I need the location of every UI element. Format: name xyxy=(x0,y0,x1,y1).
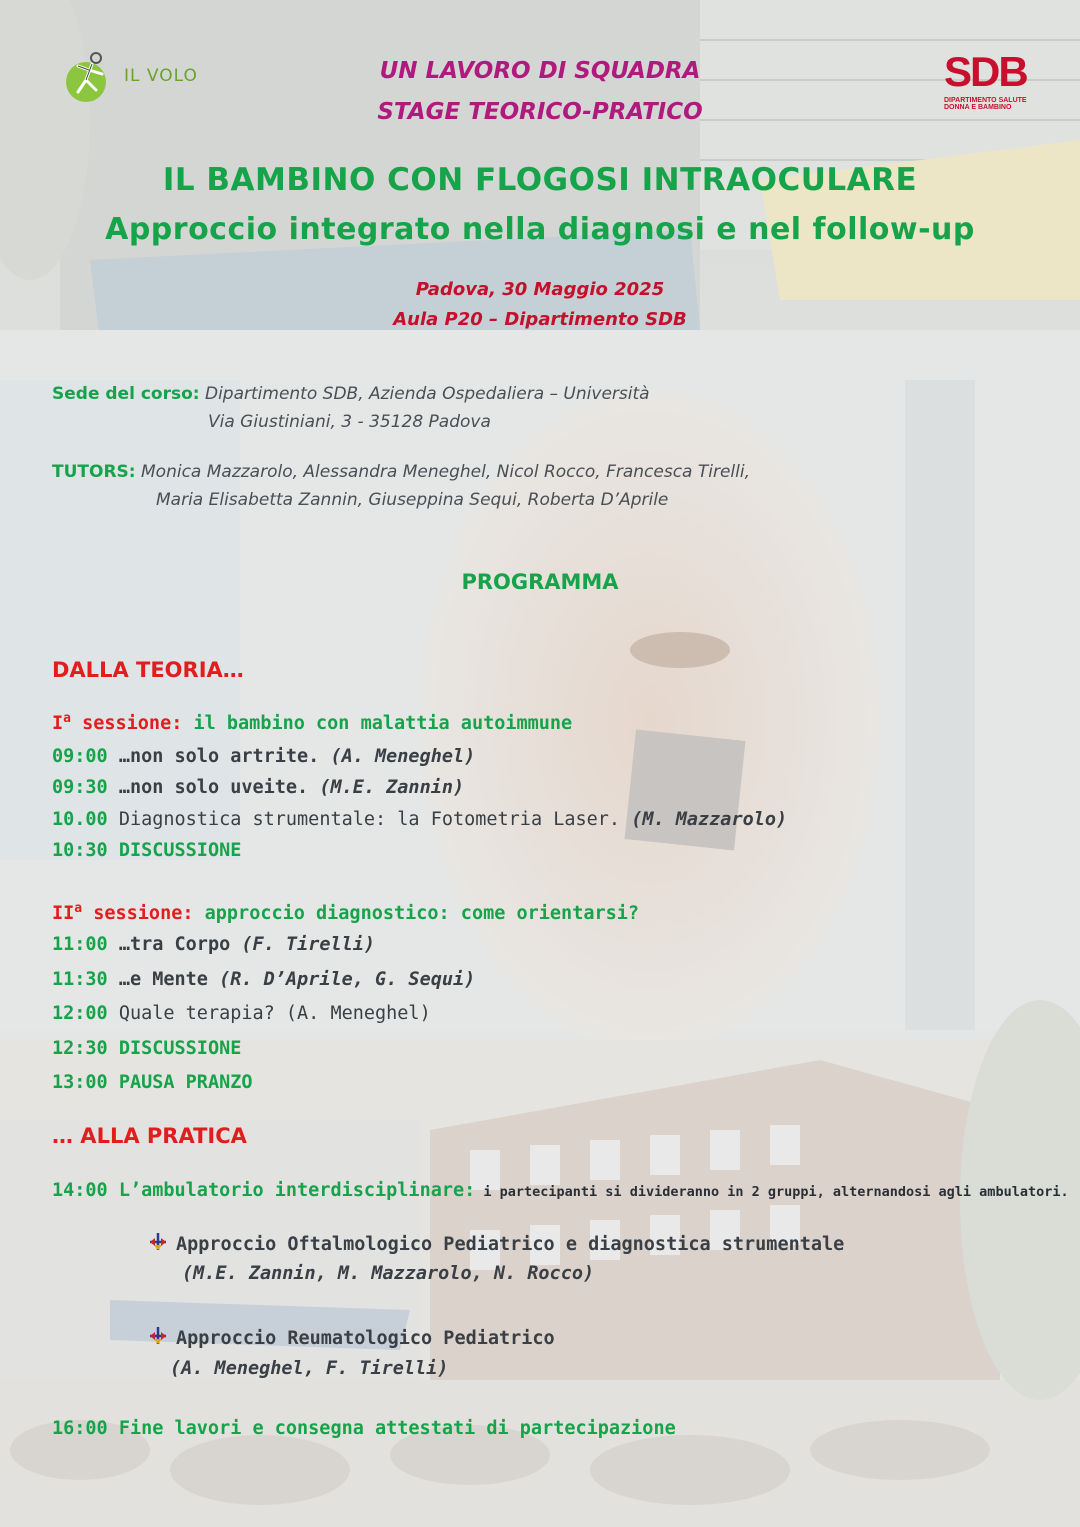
practice-bullet-2-title: Approccio Reumatologico Pediatrico xyxy=(176,1328,555,1349)
speaker: (F. Tirelli) xyxy=(230,934,376,955)
speaker: (M. Mazzarolo) xyxy=(620,809,788,830)
header-line-1: UN LAVORO DI SQUADRA xyxy=(379,58,701,84)
main-title: IL BAMBINO CON FLOGOSI INTRAOCULARE xyxy=(162,162,918,198)
tutors-block xyxy=(52,462,1052,482)
practice-bullet-1-who xyxy=(182,1263,594,1284)
session-1-sup: a xyxy=(63,711,71,726)
practice-bullet-2-who xyxy=(170,1358,448,1379)
venue-line-2: Via Giustiniani, 3 - 35128 Padova xyxy=(208,412,491,432)
end-text: 16:00 Fine lavori e consegna attestati di partecipazione xyxy=(52,1418,676,1439)
time: 13:00 xyxy=(52,1072,108,1093)
time: 10:30 xyxy=(52,840,108,861)
practice-bullet-1 xyxy=(148,1232,844,1255)
talk-title: …tra Corpo xyxy=(107,934,231,955)
talk-title: DISCUSSIONE xyxy=(107,1038,242,1059)
schedule-row xyxy=(52,969,475,990)
speaker: (M.E. Zannin, M. Mazzarolo, N. Rocco) xyxy=(182,1263,595,1284)
session-2-sup: a xyxy=(74,901,83,916)
session-1-heading xyxy=(52,711,572,734)
schedule-row xyxy=(52,1003,431,1024)
end-line xyxy=(52,1418,676,1439)
tutors-line-2: Maria Elisabetta Zannin, Giuseppina Sequi, Roberta D’Aprile xyxy=(156,490,669,510)
talk-title: …e Mente xyxy=(107,969,208,990)
schedule-row xyxy=(52,809,787,830)
talk-title: …non solo artrite. xyxy=(107,746,320,767)
talk-title: Quale terapia? (A. Meneghel) xyxy=(107,1003,431,1024)
session-2-heading xyxy=(52,901,639,924)
time: 11:30 xyxy=(52,969,108,990)
talk-title: Diagnostica strumentale: la Fotometria Laser. xyxy=(107,809,621,830)
talk-title: PAUSA PRANZO xyxy=(107,1072,253,1093)
schedule-row xyxy=(52,934,375,955)
talk-title: …non solo uveite. xyxy=(107,777,309,798)
schedule-row xyxy=(52,1072,253,1093)
practice-time: 14:00 xyxy=(52,1180,108,1201)
theory-heading: DALLA TEORIA… xyxy=(52,658,244,682)
sdb-logo-sub2: DONNA E BAMBINO xyxy=(944,104,1012,111)
time: 09:30 xyxy=(52,777,108,798)
session-1-topic: il bambino con malattia autoimmune xyxy=(182,713,573,735)
session-1-num: I xyxy=(52,713,64,735)
schedule-row xyxy=(52,777,464,798)
session-2-label: sessione: xyxy=(82,903,194,925)
arrow-bullet-icon xyxy=(148,1326,168,1346)
session-2-topic: approccio diagnostico: come orientarsi? xyxy=(193,903,640,925)
arrow-bullet-icon xyxy=(148,1232,168,1252)
practice-note: i partecipanti si divideranno in 2 gruppi, alternandosi agli ambulatori. xyxy=(475,1184,1069,1200)
schedule-row xyxy=(52,1038,241,1059)
programma-heading: PROGRAMMA xyxy=(461,570,619,594)
time: 09:00 xyxy=(52,746,108,767)
il-volo-icon xyxy=(64,50,114,105)
event-date: Padova, 30 Maggio 2025 xyxy=(415,279,665,300)
practice-intro xyxy=(52,1180,1069,1201)
sdb-logo-text: SDB xyxy=(944,48,1027,95)
venue-block xyxy=(52,384,952,404)
time: 12:00 xyxy=(52,1003,108,1024)
speaker: (A. Meneghel, F. Tirelli) xyxy=(170,1358,449,1379)
tutors-line-1: Monica Mazzarolo, Alessandra Meneghel, Nicol Rocco, Francesca Tirelli, xyxy=(141,462,750,482)
tutors-label: TUTORS: xyxy=(52,462,136,482)
venue-line-1: Dipartimento SDB, Azienda Ospedaliera – Università xyxy=(204,384,650,404)
time: 12:30 xyxy=(52,1038,108,1059)
speaker: (M.E. Zannin) xyxy=(308,777,465,798)
practice-bullet-2 xyxy=(148,1326,555,1349)
schedule-row xyxy=(52,840,241,861)
header-line-2: STAGE TEORICO-PRATICO xyxy=(377,99,703,125)
speaker: (A. Meneghel) xyxy=(319,746,476,767)
practice-bullet-1-title: Approccio Oftalmologico Pediatrico e diagnostica strumentale xyxy=(176,1234,845,1255)
talk-title: DISCUSSIONE xyxy=(107,840,242,861)
sub-title: Approccio integrato nella diagnosi e nel follow-up xyxy=(105,212,975,247)
session-2-num: II xyxy=(52,903,75,925)
sdb-logo-sub1: DIPARTIMENTO SALUTE xyxy=(944,97,1027,104)
session-1-label: sessione: xyxy=(70,713,183,735)
venue-label: Sede del corso: xyxy=(52,384,200,404)
sdb-logo xyxy=(944,50,1036,120)
practice-heading: … ALLA PRATICA xyxy=(52,1124,247,1148)
time: 10.00 xyxy=(52,809,108,830)
practice-title: L’ambulatorio interdisciplinare: xyxy=(107,1180,476,1201)
il-volo-logo xyxy=(64,50,224,105)
il-volo-text: IL VOLO xyxy=(124,66,198,86)
event-room: Aula P20 – Dipartimento SDB xyxy=(393,309,687,330)
schedule-row xyxy=(52,746,475,767)
speaker: (R. D’Aprile, G. Sequi) xyxy=(207,969,476,990)
time: 11:00 xyxy=(52,934,108,955)
